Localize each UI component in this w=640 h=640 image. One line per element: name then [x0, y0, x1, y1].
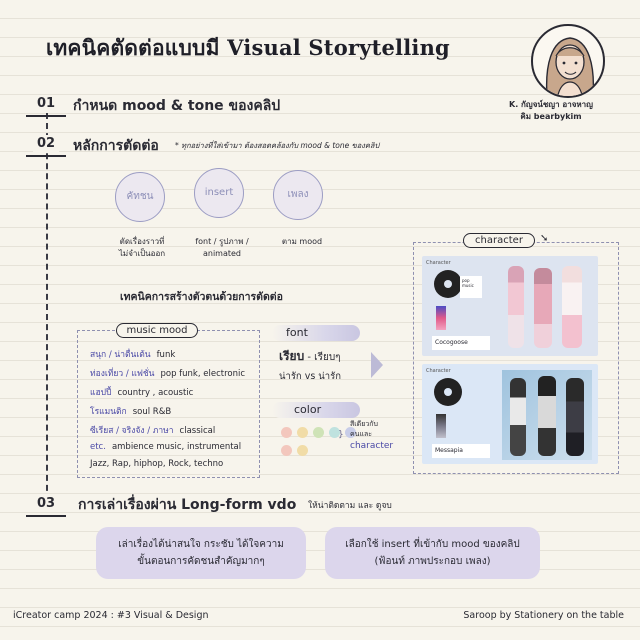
step-underline-02: [26, 155, 66, 157]
principle-circle-insert: insert: [194, 168, 244, 218]
character-card-messapia: [422, 364, 598, 464]
page-title: เทคนิคตัดต่อแบบมี Visual Storytelling: [46, 35, 450, 60]
principle-caption-music: [252, 236, 352, 248]
character-figure: [508, 266, 524, 348]
step-note-02: * ทุกอย่างที่ใส่เข้ามา ต้องสอดคล้องกับ mood & tone ของคลิป: [175, 141, 380, 150]
music-row-value: funk: [156, 350, 176, 360]
step-sub-03: ให้น่าติดตาม และ ดูจบ: [308, 501, 392, 511]
tip-box-storytelling-line2: ขั้นตอนการคัดชนสำคัญมากๆ: [137, 556, 265, 567]
tip-box-storytelling: [96, 527, 306, 579]
step-number-02: 02: [33, 135, 59, 152]
music-row-category: ซีเรียส / จริงจัง / ภาษา: [90, 426, 174, 436]
music-row: [90, 423, 215, 437]
music-row: [90, 404, 171, 418]
color-note-line1: สีเดียวกับ: [350, 420, 378, 428]
principle-caption-insert-line2: animated: [202, 249, 242, 258]
font-example-cute: น่ารัก vs น่ารัก: [279, 371, 341, 382]
music-row-value: classical: [179, 426, 216, 436]
music-row: [90, 366, 245, 380]
author-credit: [476, 99, 626, 122]
music-row: [90, 385, 193, 399]
color-note-line3: character: [350, 440, 394, 451]
music-row-category: ท่องเที่ยว / แฟชั่น: [90, 369, 155, 379]
step-underline-01: [26, 115, 66, 117]
principle-circle-cut: คัทชน: [115, 172, 165, 222]
step-underline-03: [26, 515, 66, 517]
character-figure: [534, 268, 552, 348]
arrow-curve-icon: ➘: [540, 233, 549, 244]
vinyl-disc-icon: [434, 378, 462, 406]
color-swatch: [281, 427, 292, 438]
music-row-category: โรแมนติก: [90, 407, 127, 417]
arrow-right-icon: [371, 352, 383, 378]
character-figure: [566, 378, 584, 456]
music-row: [90, 459, 223, 469]
card-hint: Character: [426, 368, 451, 374]
color-note: [350, 420, 393, 452]
color-swatch: [313, 427, 324, 438]
principle-circle-music: เพลง: [273, 170, 323, 220]
color-swatch: [281, 445, 292, 456]
music-sticker: pop music: [460, 276, 482, 298]
music-row: [90, 347, 175, 361]
font-sample: Cocogoose: [432, 336, 490, 350]
music-row-value: pop funk, electronic: [160, 369, 246, 379]
principle-caption-music-line1: ตาม mood: [281, 237, 323, 246]
font-example-plain-bold: เรียบ: [279, 349, 305, 363]
character-figure: [510, 378, 526, 456]
principle-caption-cut-line2: ไม่จำเป็นออก: [118, 249, 166, 258]
music-row-value: country , acoustic: [117, 388, 194, 398]
author-handle: คิม bearbykim: [520, 111, 582, 121]
font-label: font: [286, 326, 308, 339]
font-sample: Messapia: [432, 444, 490, 458]
author-name: K. กัญจน์ชญา อาจหาญ: [509, 100, 593, 109]
font-example-plain-rest: - เรียบๆ: [307, 352, 341, 363]
tip-box-insert: [325, 527, 540, 579]
avatar-illustration: [533, 26, 605, 98]
music-mood-label: music mood: [116, 323, 198, 338]
principle-caption-cut-line1: ตัดเรื่องราวที่: [119, 237, 165, 246]
music-row-category: สนุก / น่าตื่นเต้น: [90, 350, 151, 360]
principle-caption-insert-line1: font / รูปภาพ /: [195, 237, 249, 246]
character-figure: [538, 376, 556, 456]
card-hint: Character: [426, 260, 451, 266]
tip-box-insert-line1: เลือกใช้ insert ที่เข้ากับ mood ของคลิป: [345, 539, 520, 550]
palette-strip: [436, 306, 446, 330]
avatar: [531, 24, 605, 98]
palette-strip: [436, 414, 446, 438]
tip-box-storytelling-line1: เล่าเรื่องได้น่าสนใจ กระชับ ได้ใจความ: [118, 539, 284, 550]
tip-box-insert-line2: (ฟ้อนท์ ภาพประกอบ เพลง): [374, 556, 491, 567]
music-row: [90, 442, 241, 452]
footer-left: iCreator camp 2024 : #3 Visual & Design: [13, 610, 209, 621]
music-row-value: ambience music, instrumental: [111, 442, 242, 452]
music-row-value: soul R&B: [132, 407, 172, 417]
step-number-03: 03: [33, 495, 59, 512]
step-heading-03: การเล่าเรื่องผ่าน Long-form vdo: [78, 497, 297, 513]
color-swatches: [281, 427, 356, 438]
timeline-line: [46, 113, 48, 511]
footer-right: Saroop by Stationery on the table: [463, 610, 624, 621]
music-row-category: etc.: [90, 442, 106, 452]
color-swatch: [297, 427, 308, 438]
music-row-category: แฮปปี้: [90, 388, 112, 398]
identity-heading: เทคนิคการสร้างตัวตนด้วยการตัดต่อ: [120, 291, 283, 303]
music-row-value: Jazz, Rap, hiphop, Rock, techno: [90, 459, 224, 469]
color-label: color: [294, 403, 322, 416]
step-heading-01: กำหนด mood & tone ของคลิป: [73, 98, 281, 114]
curly-brace-icon: }: [338, 430, 344, 440]
color-swatch: [297, 445, 308, 456]
color-swatches-row2: [281, 445, 308, 456]
color-note-line2: คนและ: [350, 429, 373, 438]
character-label: character: [463, 233, 535, 248]
character-figure: [562, 266, 582, 348]
character-card-cocogoose: [422, 256, 598, 356]
step-heading-02: หลักการตัดต่อ: [73, 138, 159, 154]
step-number-01: 01: [33, 95, 59, 112]
vinyl-disc-icon: [434, 270, 462, 298]
font-example-plain: [279, 347, 341, 366]
